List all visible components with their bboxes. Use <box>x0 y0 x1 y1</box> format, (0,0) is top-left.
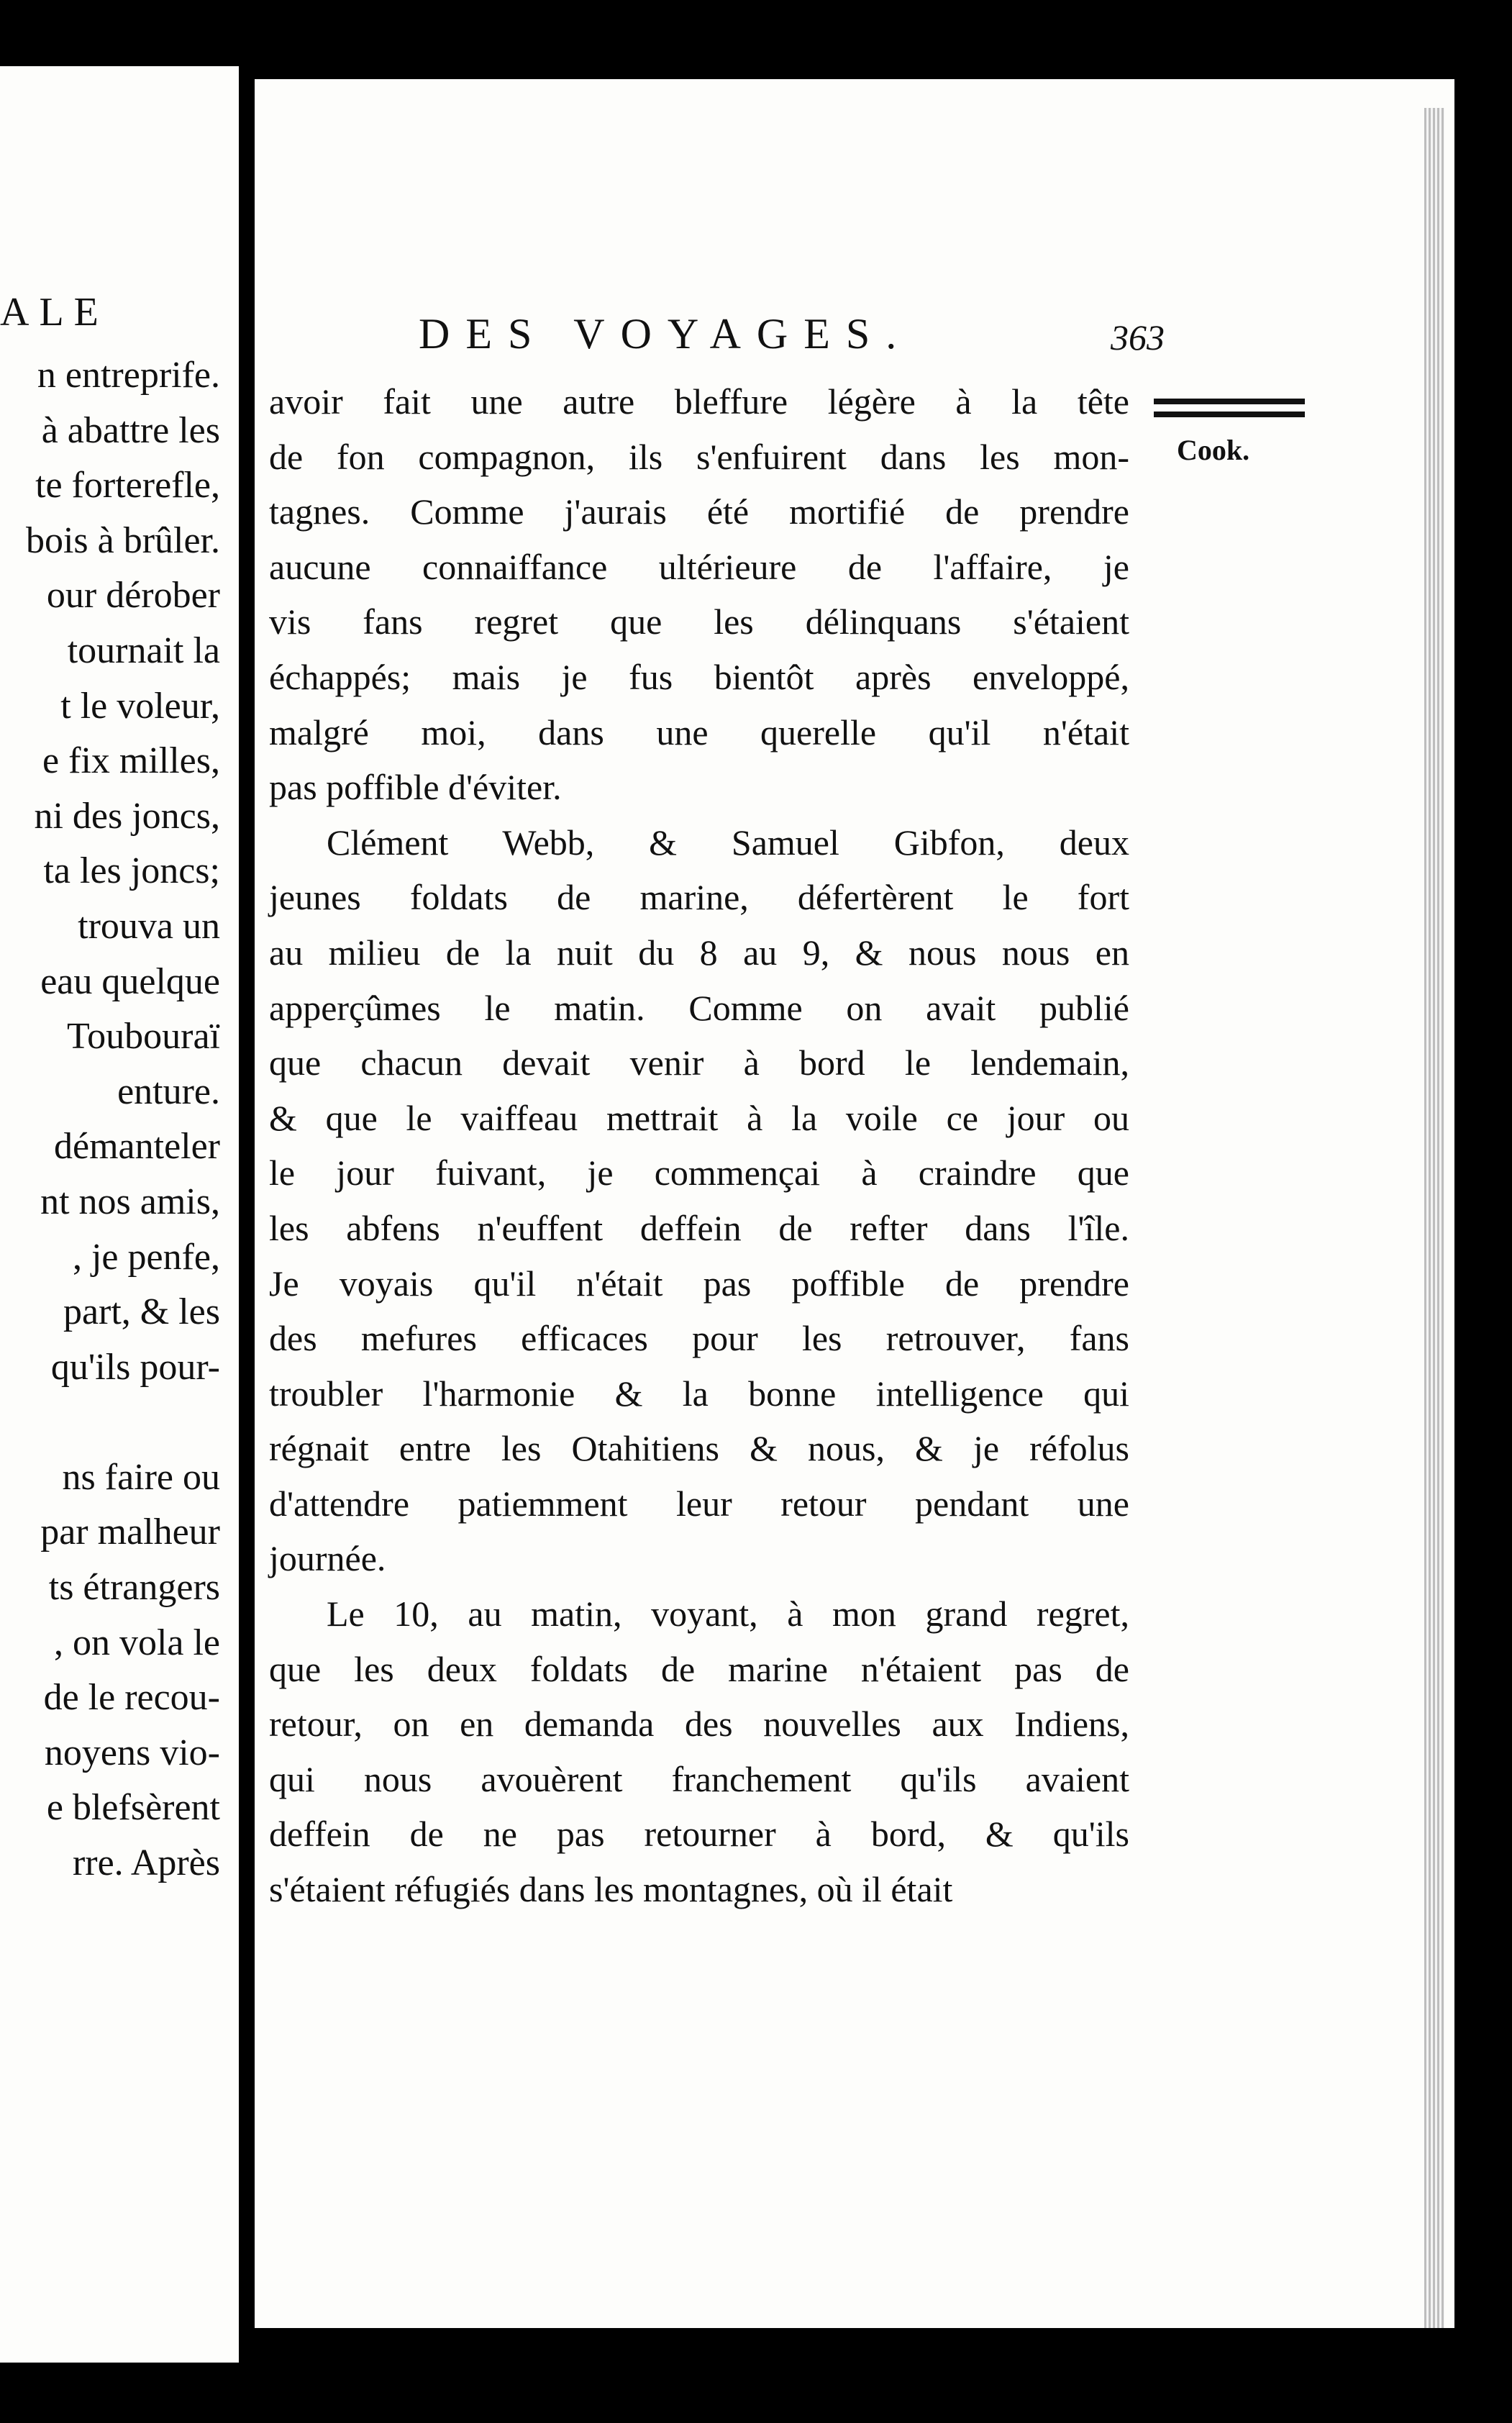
left-text-line: our dérober <box>46 575 220 617</box>
margin-note: Cook. <box>1177 434 1250 466</box>
text-line: au milieu de la nuit du 8 au 9, & nous nous en <box>269 932 1129 973</box>
left-text-line: trouva un <box>78 905 220 947</box>
left-text-line: de le recou- <box>43 1677 220 1719</box>
text-line: pas poffible d'éviter. <box>269 767 562 808</box>
left-text-line: rre. Après <box>72 1842 220 1884</box>
text-line: avoir fait une autre bleffure légère à la tête <box>269 381 1129 422</box>
text-line: Le 10, au matin, voyant, à mon grand regret, <box>327 1594 1129 1635</box>
left-text-line: tournait la <box>67 629 220 671</box>
left-text-line: part, & les <box>63 1291 220 1333</box>
left-text-line: e blefsèrent <box>46 1787 220 1829</box>
text-line: aucune connaiffance ultérieure de l'affaire, je <box>269 546 1129 587</box>
paragraph <box>269 374 1129 815</box>
text-line: les abfens n'euffent deffein de refter dans l'île. <box>269 1207 1129 1248</box>
left-text-line: n entreprife. <box>37 355 220 396</box>
left-text-line: noyens vio- <box>44 1732 220 1773</box>
left-page <box>0 66 239 2363</box>
text-line: que chacun devait venir à bord le lendemain, <box>269 1042 1129 1083</box>
body-text <box>269 374 1129 1917</box>
text-line: vis fans regret que les délinquans s'étaient <box>269 601 1129 642</box>
text-line: qui nous avouèrent franchement qu'ils avaient <box>269 1758 1129 1799</box>
margin-rule <box>1154 412 1305 417</box>
paragraph <box>269 815 1129 1586</box>
text-line: deffein de ne pas retourner à bord, & qu'ils <box>269 1814 1129 1855</box>
text-line: apperçûmes le matin. Comme on avait publié <box>269 987 1129 1028</box>
left-text-line: t le voleur, <box>60 685 220 727</box>
running-head: DES VOYAGES. <box>419 310 913 358</box>
text-line: malgré moi, dans une querelle qu'il n'était <box>269 712 1129 753</box>
text-line: des mefures efficaces pour les retrouver, fans <box>269 1318 1129 1359</box>
book-gutter <box>239 66 255 2363</box>
left-text-line: nt nos amis, <box>40 1181 220 1222</box>
text-line: d'attendre patiemment leur retour pendant une <box>269 1483 1129 1524</box>
text-line: jeunes foldats de marine, défertèrent le fort <box>269 877 1129 918</box>
left-text-line: Toubouraï <box>67 1016 220 1058</box>
left-text-line: eau quelque <box>40 960 220 1002</box>
text-line: Clément Webb, & Samuel Gibfon, deux <box>327 822 1129 863</box>
text-line: troubler l'harmonie & la bonne intelligence qui <box>269 1373 1129 1414</box>
left-text-line: e fix milles, <box>42 740 220 782</box>
text-line: que les deux foldats de marine n'étaient pas de <box>269 1648 1129 1689</box>
text-line: journée. <box>269 1538 386 1579</box>
left-text-line: qu'ils pour- <box>50 1346 220 1388</box>
left-text-line: enture. <box>117 1070 220 1112</box>
margin-rule <box>1154 399 1305 404</box>
left-text-line: te forterefle, <box>35 465 220 506</box>
left-text-line: par malheur <box>40 1511 220 1553</box>
left-text-line: à abattre les <box>41 409 220 451</box>
text-line: retour, on en demanda des nouvelles aux Indiens, <box>269 1704 1129 1745</box>
text-line: échappés; mais je fus bientôt après enveloppé, <box>269 656 1129 697</box>
right-page <box>255 79 1454 2328</box>
text-line: le jour fuivant, je commençai à craindre que <box>269 1153 1129 1194</box>
left-text-line: bois à brûler. <box>25 519 220 561</box>
left-text-line: ns faire ou <box>62 1456 220 1498</box>
left-text-line: ts étrangers <box>48 1567 220 1609</box>
page-number: 363 <box>1111 317 1165 358</box>
left-text-line: ni des joncs, <box>34 795 220 837</box>
left-text-line <box>26 1395 220 1450</box>
text-line: de fon compagnon, ils s'enfuirent dans les mon- <box>269 436 1129 477</box>
left-text-line: , on vola le <box>53 1622 220 1663</box>
page-edge <box>1424 108 1444 2328</box>
left-text-line: démanteler <box>54 1126 220 1168</box>
left-text-line: ta les joncs; <box>43 850 220 892</box>
left-text-line: , je penfe, <box>72 1236 220 1278</box>
text-line: régnait entre les Otahitiens & nous, & je réfolus <box>269 1428 1129 1469</box>
left-page-text <box>26 348 220 1891</box>
left-running-head: ALE <box>0 290 109 335</box>
text-line: s'étaient réfugiés dans les montagnes, où il était <box>269 1869 953 1910</box>
text-line: Je voyais qu'il n'était pas poffible de prendre <box>269 1263 1129 1304</box>
paragraph <box>269 1586 1129 1917</box>
text-line: & que le vaiffeau mettrait à la voile ce jour ou <box>269 1097 1129 1138</box>
text-line: tagnes. Comme j'aurais été mortifié de prendre <box>269 491 1129 532</box>
